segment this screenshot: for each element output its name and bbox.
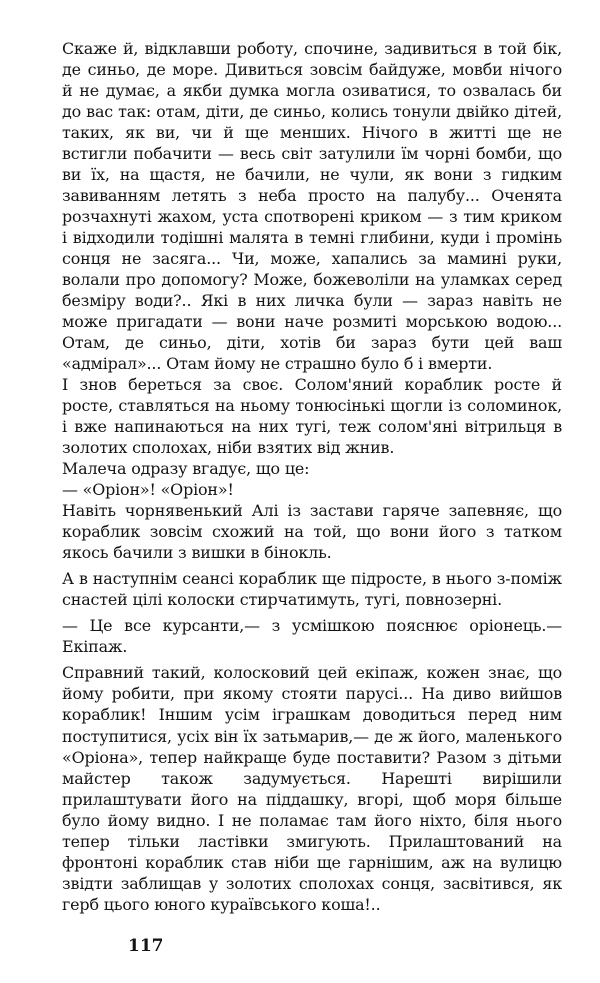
page-body-text: [62, 38, 562, 915]
paragraph-5: Навіть чорнявенький Алі із застави гаряче запевняє, що кораблик зовсім схожий на той, що вони його з татком якось бачили з вишки в бінокль.: [62, 501, 562, 563]
paragraph-3: Малеча одразу вгадує, що це:: [62, 459, 310, 479]
paragraph-6: А в наступнім сеансі кораблик ще підросте, в нього з-поміж снастей цілі колоски стирчатимуть, тугі, повнозерні.: [62, 569, 562, 610]
paragraph-8: Справний такий, колосковий цей екіпаж, кожен знає, що йому робити, при якому стояти парусі... На диво вийшов кораблик! Іншим усім іграшкам доводиться перед ним поступитися, усіх він їх затьмарив,— де ж його, маленького «Оріона», тепер найкраще буде поставити? Разом з дітьми майстер також задумується. Нарешті вирішили прилаштувати його на піддашку, вгорі, щоб моря більше було йому видно. І не поламає там його ніхто, біля нього тепер тільки ластівки змигують. Прилаштований на фронтоні кораблик став ніби ще гарнішим, аж на вулицю звідти заблищав у золотих сполохах сонця, засвітився, як герб цього юного кураївського коша!..: [62, 663, 562, 914]
paragraph-4-dialogue: — «Оріон»! «Оріон»!: [62, 480, 234, 500]
paragraph-1: Скаже й, відклавши роботу, спочине, задивиться в той бік, де синьо, де море. Дивиться зовсім байдуже, мовби нічого й не думає, а якби думка могла озиватися, то озвалась би до вас так: отам, діти, де синьо, колись тонули двійко дітей, таких, як ви, чи й ще менших. Нічого в житті ще не встигли побачити — весь світ затулили їм чорні бомби, що ви їх, на щастя, не бачили, не чули, як вони з гидким завиванням летять з неба просто на палубу... Оченята розчахнуті жахом, уста спотворені криком — з тим криком і відходили тодішні малята в темні глибини, куди і промінь сонця не засяга... Чи, може, хапались за мамині руки, волали про допомогу? Може, божеволіли на уламках серед безміру води?.. Які в них личка були — зараз навіть не може пригадати — вони наче розмиті морською водою... Отам, де синьо, діти, хотів би зараз бути цей ваш «адмірал»... Отам йому не страшно було б і вмерти.: [62, 39, 562, 374]
page-number: 117: [128, 936, 164, 956]
paragraph-2: І знов береться за своє. Солом'яний кораблик росте й росте, ставляться на ньому тонюсінькі щогли із соломинок, і вже напинаються на них тугі, теж солом'яні вітрильця в золотих сполохах, ніби взятих від жнив.: [62, 375, 562, 458]
paragraph-7-dialogue: — Це все курсанти,— з усмішкою пояснює оріонець.— Екіпаж.: [62, 616, 562, 657]
